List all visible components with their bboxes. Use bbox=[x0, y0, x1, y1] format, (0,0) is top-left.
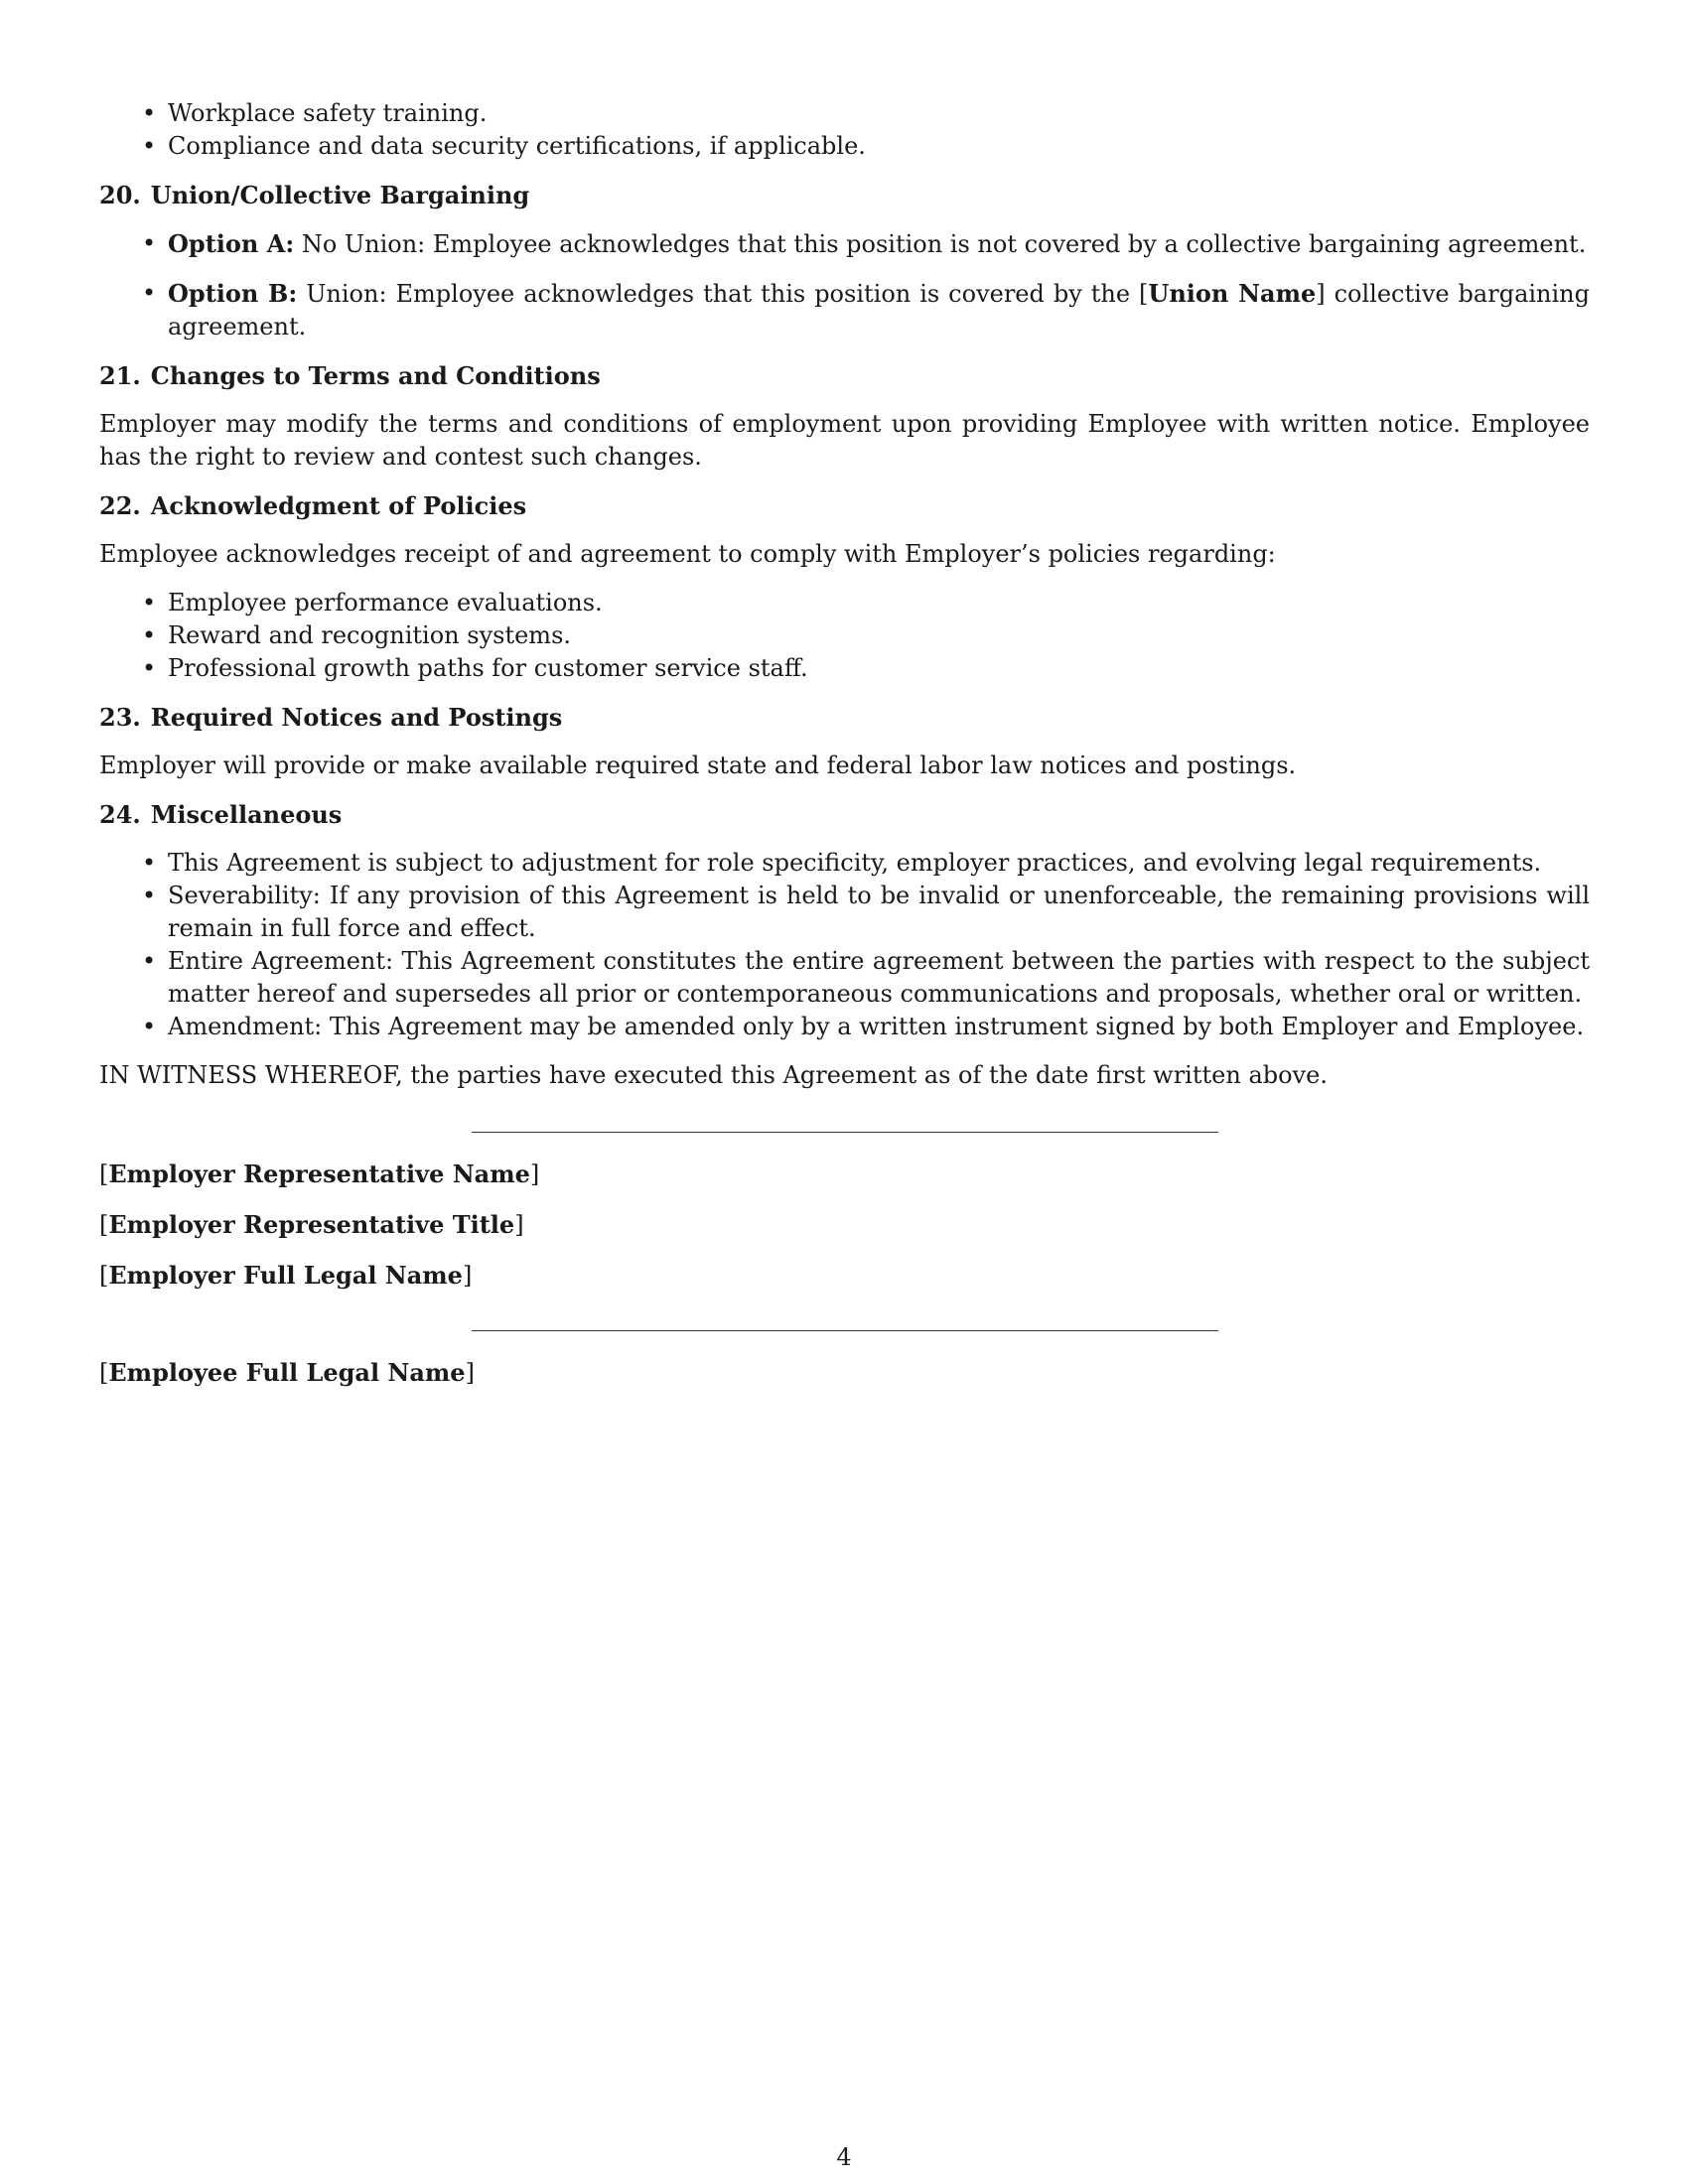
section-23-body: Employer will provide or make available required state and federal labor law notices and postings. bbox=[99, 751, 1297, 779]
list-item: • Entire Agreement: This Agreement constitutes the entire agreement between the parties with respect to the subject matter hereof and supersedes all prior or contemporaneous communications and proposals, whether oral or written. bbox=[168, 945, 1590, 1011]
employer-rep-name bbox=[99, 1158, 1590, 1191]
list-item: • Reward and recognition systems. bbox=[168, 619, 1590, 652]
union-name-placeholder: Union Name bbox=[1148, 279, 1317, 308]
section-title: Changes to Terms and Conditions bbox=[150, 361, 601, 390]
section-22-heading bbox=[99, 489, 1590, 522]
employer-rep-title-text: Employer Representative Title bbox=[108, 1210, 515, 1239]
option-b-text-before: Union: Employee acknowledges that this position is covered by the bbox=[306, 280, 1140, 308]
bracket-close: ] bbox=[465, 1359, 475, 1387]
option-b-text-after: collective bargaining agreement. bbox=[168, 280, 1591, 341]
section-21-heading bbox=[99, 359, 1590, 392]
list-item: • Professional growth paths for customer service staff. bbox=[168, 652, 1590, 685]
list-item: • Compliance and data security certifications, if applicable. bbox=[168, 130, 1590, 163]
bracket-open: [ bbox=[99, 1211, 109, 1239]
section-number: 21. bbox=[99, 361, 141, 390]
employer-legal-name bbox=[99, 1259, 1590, 1293]
employer-rep-name-text: Employer Representative Name bbox=[108, 1160, 530, 1188]
section-23-heading bbox=[99, 701, 1590, 734]
section-number: 20. bbox=[99, 181, 141, 209]
union-options-list bbox=[99, 227, 1590, 343]
option-a-item bbox=[168, 227, 1590, 261]
policies-list bbox=[99, 587, 1590, 685]
bracket-close: ] bbox=[1316, 280, 1326, 308]
section-21-body: Employer may modify the terms and conditions of employment upon providing Employee with written notice. Employee has the right to review and contest such changes. bbox=[99, 410, 1590, 471]
section-title: Required Notices and Postings bbox=[150, 703, 563, 732]
section-number: 24. bbox=[99, 800, 141, 829]
training-list bbox=[99, 97, 1590, 163]
section-number: 23. bbox=[99, 703, 141, 732]
option-a-text: No Union: Employee acknowledges that this position is not covered by a collective bargaining agreement. bbox=[301, 230, 1587, 258]
list-item: • Amendment: This Agreement may be amended only by a written instrument signed by both Employer and Employee. bbox=[168, 1011, 1590, 1043]
bracket-close: ] bbox=[462, 1262, 473, 1290]
list-item: • Workplace safety training. bbox=[168, 97, 1590, 130]
section-22-body: Employee acknowledges receipt of and agreement to comply with Employer’s policies regarding: bbox=[99, 540, 1276, 568]
section-20-heading bbox=[99, 179, 1590, 211]
employee-legal-name-text: Employee Full Legal Name bbox=[108, 1358, 466, 1387]
miscellaneous-list bbox=[99, 847, 1590, 1043]
employee-legal-name bbox=[99, 1356, 1590, 1390]
option-a-label: Option A: bbox=[168, 229, 295, 258]
option-b-label: Option B: bbox=[168, 279, 298, 308]
bracket-close: ] bbox=[514, 1211, 524, 1239]
list-item: • This Agreement is subject to adjustment for role specificity, employer practices, and evolving legal requirements. bbox=[168, 847, 1590, 880]
section-title: Acknowledgment of Policies bbox=[150, 491, 527, 520]
employee-signature-block bbox=[99, 1330, 1590, 1390]
section-title: Miscellaneous bbox=[150, 800, 343, 829]
bracket-open: [ bbox=[1139, 280, 1149, 308]
document-page bbox=[99, 97, 1590, 1407]
section-number: 22. bbox=[99, 491, 141, 520]
section-title: Union/Collective Bargaining bbox=[150, 181, 530, 209]
list-item: • Severability: If any provision of this Agreement is held to be invalid or unenforceable, the remaining provisions will remain in full force and effect. bbox=[168, 880, 1590, 945]
bracket-open: [ bbox=[99, 1359, 109, 1387]
employer-signature-block bbox=[99, 1132, 1590, 1293]
list-item: • Employee performance evaluations. bbox=[168, 587, 1590, 619]
witness-statement: IN WITNESS WHEREOF, the parties have executed this Agreement as of the date first written above. bbox=[99, 1061, 1328, 1089]
section-24-heading bbox=[99, 798, 1590, 831]
page-number: 4 bbox=[836, 2143, 852, 2171]
option-b-item bbox=[168, 277, 1590, 343]
bracket-close: ] bbox=[529, 1160, 540, 1188]
bracket-open: [ bbox=[99, 1262, 109, 1290]
bracket-open: [ bbox=[99, 1160, 109, 1188]
employer-legal-name-text: Employer Full Legal Name bbox=[108, 1261, 463, 1290]
employer-rep-title bbox=[99, 1208, 1590, 1242]
